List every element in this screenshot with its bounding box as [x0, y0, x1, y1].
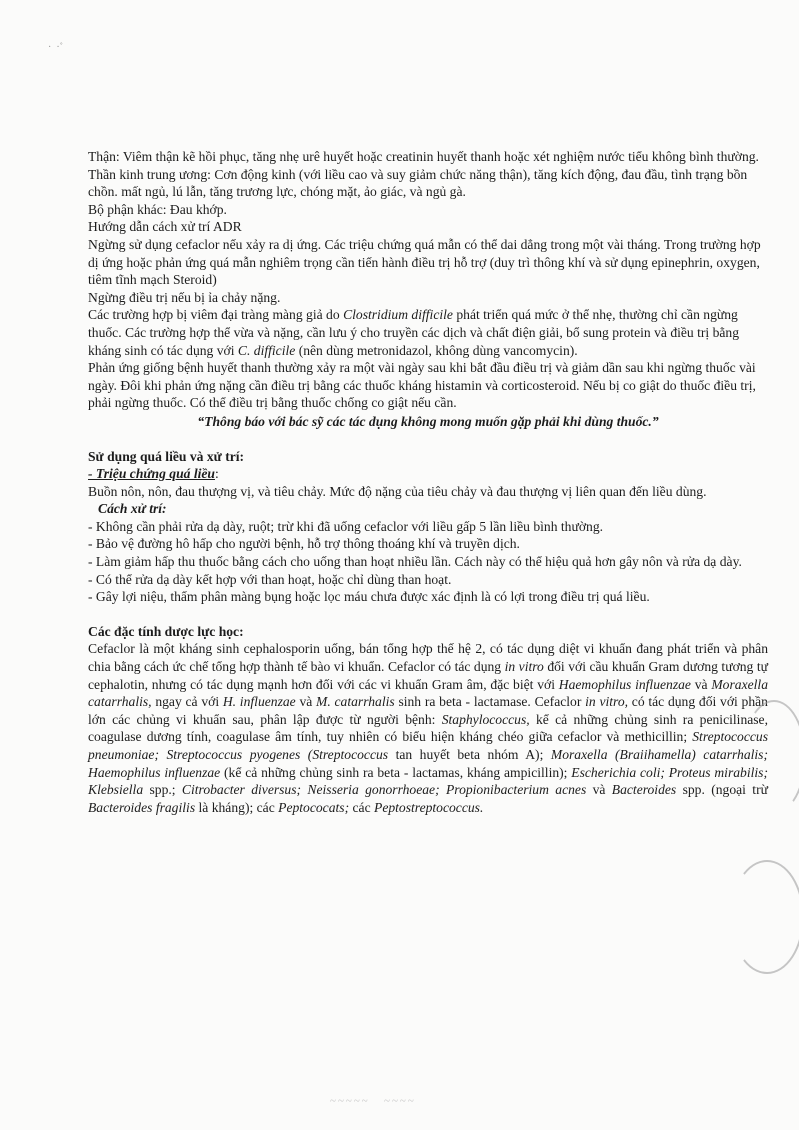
adr-paragraph-4: Phản ứng giống bệnh huyết thanh thường xảy ra một vài ngày sau khi bắt đầu điều trị và giảm dần sau khi ngừng thuốc vài ngày. Đôi khi phản ứng nặng cần điều trị bằng các thuốc kháng histamin và corticosteroid. Nếu bị co giật do thuốc điều trị, phải ngừng thuốc. Có thể điều trị bằng thuốc chống co giật nếu cần.: [88, 360, 756, 411]
text-span: tan huyết beta nhóm A);: [388, 747, 551, 762]
management-heading: Cách xử trí:: [98, 501, 167, 517]
management-item: - Có thể rửa dạ dày kết hợp với than hoạt, hoặc chỉ dùng than hoạt.: [88, 571, 452, 587]
text-span: spp. (ngoại trừ: [676, 782, 768, 798]
text-span: là kháng); các: [195, 799, 279, 815]
adr-paragraph-2: Ngừng điều trị nếu bị ỉa chảy nặng.: [88, 289, 281, 305]
organism-name: Bacteroides fragilis: [88, 799, 196, 815]
adr-heading: Hướng dẫn cách xử trí ADR: [88, 219, 242, 235]
organism-name: Peptostreptococcus.: [374, 799, 484, 815]
symptoms-colon: :: [214, 466, 219, 482]
management-item: - Gây lợi niệu, thẩm phân màng bụng hoặc lọc máu chưa được xác định là có lợi trong điều trị quá liều.: [88, 589, 650, 605]
text-span: Cefaclor là một kháng sinh cephalosporin uống, bán tổng hợp thế hệ 2, có tác dụng diệt vi khuẩn đang phát triển và phân chia bằng cách ức chế tổng hợp thành tế bào vi khuẩn. Cefaclor có tác dụng: [88, 641, 768, 675]
organism-name: C. difficile: [237, 342, 296, 358]
organism-name: Streptococcus pneumoniae; Streptococcus pyogenes (Streptococcus: [88, 729, 768, 762]
text-span: và: [586, 782, 612, 798]
text-span: (nên dùng metronidazol, không dùng vancomycin).: [295, 342, 578, 358]
text-span: kể cả những chủng sinh ra penicilinase, coagulase dương tính, coagulase âm tính, tuy nhiên có biểu hiện kháng chéo giữa cefaclor và methicillin;: [88, 711, 768, 745]
symptoms-paragraph: Buồn nôn, nôn, đau thượng vị, và tiêu chảy. Mức độ nặng của tiêu chảy và đau thượng vị liên quan đến liều dùng.: [88, 483, 707, 499]
adr-paragraph-1: Ngừng sử dụng cefaclor nếu xảy ra dị ứng. Các triệu chứng quá mẫn có thể dai dẳng trong một vài tháng. Trong trường hợp dị ứng hoặc phản ứng quá mẫn nghiêm trọng cần tiến hành điều trị hỗ trợ (duy trì thông khí và sử dụng epinephrin, oxygen, tiêm tĩnh mạch Steroid): [88, 236, 761, 288]
organism-name: M. catarrhalis: [316, 694, 395, 710]
text-span: phát triển quá mức ở thể nhẹ, thường chỉ cần ngừng thuốc. Các trường hợp thể vừa và nặng, cần lưu ý cho truyền các dịch và chất điện giải, bổ sung protein và điều trị bằng kháng sinh có tác dụng với: [88, 307, 740, 358]
organism-name: Bacteroides: [611, 782, 677, 798]
spacer: [88, 431, 768, 448]
nephro-paragraph: Thận: Viêm thận kẽ hồi phục, tăng nhẹ urê huyết hoặc creatinin huyết thanh hoặc xét nghiệm nước tiểu không bình thường.: [88, 149, 759, 164]
other-paragraph: Bộ phận khác: Đau khớp.: [88, 201, 227, 217]
pharmacodynamics-heading: Các đặc tính dược lực học:: [88, 623, 244, 639]
pharmacodynamics-paragraph: [88, 640, 768, 816]
text-span: sinh ra beta - lactamase. Cefaclor: [394, 694, 586, 710]
organism-name: Escherichia coli; Proteus mirabilis; Klebsiella: [88, 764, 768, 798]
management-item: - Bảo vệ đường hô hấp cho người bệnh, hỗ trợ thông thoáng khí và truyền dịch.: [88, 536, 520, 552]
text-span: và: [295, 694, 317, 710]
text-span: có tác dụng đối với phần lớn các chủng vi khuẩn sau, phân lập được từ người bệnh:: [88, 694, 768, 727]
organism-name: H. influenzae: [222, 694, 296, 710]
latin-term: in vitro,: [585, 694, 629, 710]
organism-name: Clostridium difficile: [343, 307, 453, 323]
overdose-heading: Sử dụng quá liều và xử trí:: [88, 448, 245, 464]
organism-name: Peptococats;: [278, 799, 350, 815]
adr-paragraph-3: [88, 306, 768, 359]
organism-name: Moraxella catarrhalis,: [88, 676, 768, 710]
symptoms-heading: [88, 465, 768, 483]
text-span: và: [690, 676, 712, 692]
management-item: - Không cần phải rửa dạ dày, ruột; trừ khi đã uống cefaclor với liều gấp 5 lần liều bình thường.: [88, 518, 604, 534]
text-span: (kể cả những chủng sinh ra beta - lactamas, kháng ampicillin);: [220, 764, 572, 780]
stamp-fragment-right-top: [742, 700, 799, 814]
organism-name: Citrobacter diversus; Neisseria gonorrhoeae; Propionibacterium acnes: [181, 782, 587, 798]
organism-name: Haemophilus influenzae: [558, 676, 691, 692]
organism-name: Staphylococcus,: [441, 711, 530, 727]
document-body: [88, 148, 768, 816]
notice-quote: “Thông báo với bác sỹ các tác dụng không mong muốn gặp phải khi dùng thuốc.”: [197, 413, 659, 429]
management-item: - Làm giảm hấp thu thuốc bằng cách cho uống than hoạt nhiều lần. Cách này có thể hiệu quả hơn gây nôn và rửa dạ dày.: [88, 554, 742, 570]
latin-term: in vitro: [504, 659, 544, 675]
faint-signature-marks: ~~~~~ ~~~~: [330, 1095, 416, 1107]
text-span: ngay cả với: [151, 694, 223, 710]
symptoms-title: - Triệu chứng quá liều: [88, 466, 215, 482]
text-span: spp.;: [143, 782, 182, 798]
spacer: [88, 606, 768, 623]
organism-name: Moraxella (Braiihamella) catarrhalis; Haemophilus influenzae: [88, 747, 768, 780]
stamp-fragment-right-bottom: [730, 860, 799, 974]
scan-specks: · ·˚: [48, 42, 63, 53]
text-span: các: [349, 799, 375, 815]
cns-paragraph: Thần kinh trung ương: Cơn động kinh (với liều cao và suy giảm chức năng thận), tăng kích động, đau đầu, tình trạng bồn chồn. mất ngủ, lú lẫn, tăng trương lực, chóng mặt, ảo giác, và ngủ gà.: [88, 166, 748, 200]
text-span: Các trường hợp bị viêm đại tràng màng giả do: [88, 307, 344, 323]
text-span: đối với cầu khuẩn Gram dương tương tự cephalotin, nhưng có tác dụng mạnh hơn đối với các vi khuẩn Gram âm, đặc biệt với: [88, 659, 768, 692]
